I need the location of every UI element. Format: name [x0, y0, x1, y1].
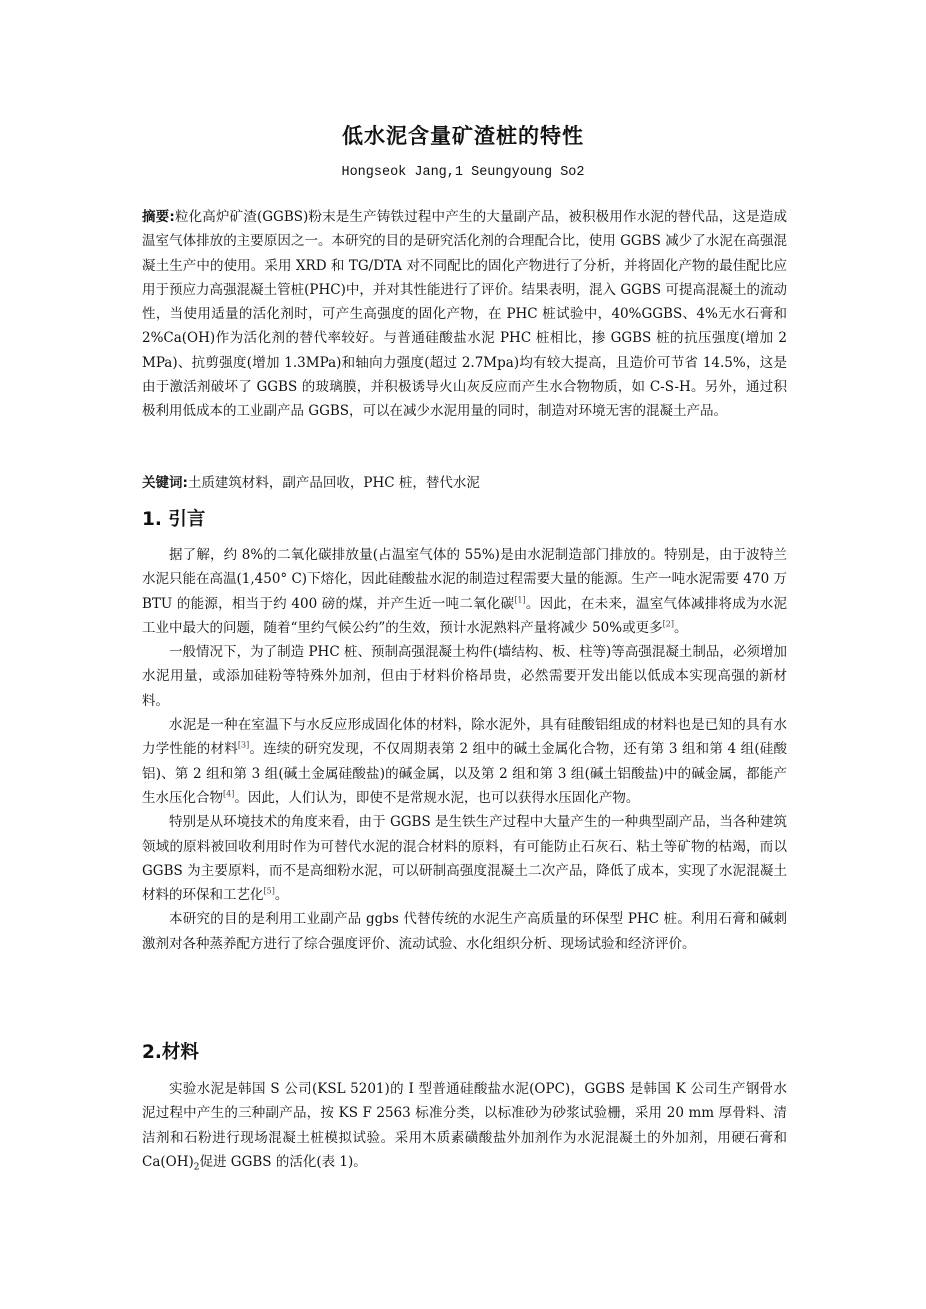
intro-p1-text-c: 。: [673, 619, 688, 636]
citation-ref-3: [3]: [237, 740, 250, 750]
abstract-label: 摘要:: [142, 209, 175, 225]
abstract-text: 粒化高炉矿渣(GGBS)粉末是生产铸铁过程中产生的大量副产品，被积极用作水泥的替代品，这是造成温室气体排放的主要原因之一。本研究的目的是研究活化剂的合理配合比，使用 GGBS 减少了水泥在高强混凝土生产中的使用。采用 XRD 和 TG/DTA 对不同配比的固化产物进行了分析，并将固化产物的最佳配比应用于预应力高强混凝土管桩(PHC)中，并对其性能进行了评价。结果表明，混入 GGBS 可提高混凝土的流动性，当使用适量的活化剂时，可产生高强度的固化产物，在 PHC 桩试验中，40%GGBS、4%无水石膏和 2%Ca(OH)作为活化剂的替代率较好。与普通硅酸盐水泥 PHC 桩相比，掺 GGBS 桩的抗压强度(增加 2 MPa)、抗剪强度(增加 1.3MPa)和轴向力强度(超过 2.7Mpa)均有较大提高，且造价可节省 14.5%，这是由于激活剂破坏了 GGBS 的玻璃膜，并积极诱导火山灰反应而产生水合物物质，如 C-S-H。另外，通过积极利用低成本的工业副产品 GGBS，可以在减少水泥用量的同时，制造对环境无害的混凝土产品。: [142, 209, 787, 420]
intro-paragraph-2: 一般情况下，为了制造 PHC 桩、预制高强混凝土构件(墙结构、板、柱等)等高强混凝土制品，必须增加水泥用量，或添加硅粉等特殊外加剂，但由于材料价格昂贵，必然需要开发出能以低成本实现高强的新材料。: [142, 644, 787, 709]
intro-paragraph-1: [142, 543, 787, 640]
intro-paragraph-3: [142, 713, 787, 810]
abstract: [142, 205, 787, 424]
intro-p4-text-a: 特别是从环境技术的角度来看，由于 GGBS 是生铁生产过程中大量产生的一种典型副产品，当各种建筑领域的原料被回收利用时作为可替代水泥的混合材料的原料，有可能防止石灰石、粘土等矿物的枯竭，而以 GGBS 为主要原料，而不是高细粉水泥，可以研制高强度混凝土二次产品，降低了成本，实现了水泥混凝土材料的环保和工艺化: [142, 814, 787, 904]
materials-p1-text-b: 促进 GGBS 的活化(表 1)。: [199, 1153, 367, 1170]
intro-p3-text-a: 水泥是一种在室温下与水反应形成固化体的材料，除水泥外，具有硅酸铝组成的材料也是已知的具有水力学性能的材料: [142, 717, 787, 758]
citation-ref-5: [5]: [263, 886, 275, 896]
citation-ref-1: [1]: [514, 595, 526, 605]
section-heading-materials: 2.材料: [142, 1042, 199, 1063]
keywords-text: 土质建筑材料，副产品回收，PHC 桩，替代水泥: [187, 475, 480, 491]
keywords-label: 关键词:: [142, 475, 188, 491]
materials-p1-text-a: 实验水泥是韩国 S 公司(KSL 5201)的 I 型普通硅酸盐水泥(OPC)，GGBS 是韩国 K 公司生产钢骨水泥过程中产生的三种副产品，按 KS F 2563 标准分类，以标准砂为砂浆试验栅，采用 20 mm 厚骨料、清洁剂和石粉进行现场混凝土桩模拟试验。采用木质素磺酸盐外加剂作为水泥混凝土的外加剂，用硬石膏和 Ca(OH): [142, 1081, 787, 1170]
intro-paragraph-4: [142, 810, 787, 907]
intro-paragraph-5: 本研究的目的是利用工业副产品 ggbs 代替传统的水泥生产高质量的环保型 PHC 桩。利用石膏和碱刺激剂对各种蒸养配方进行了综合强度评价、流动试验、水化组织分析、现场试验和经济评价。: [142, 911, 788, 952]
materials-section: [142, 1077, 787, 1174]
citation-ref-4: [4]: [223, 789, 235, 799]
intro-p1-text-a: 据了解，约 8%的二氧化碳排放量(占温室气体的 55%)是由水泥制造部门排放的。特别是，由于波特兰水泥只能在高温(1,450° C)下熔化，因此硅酸盐水泥的制造过程需要大量的能源。生产一吨水泥需要 470 万 BTU 的能源，相当于约 400 磅的煤，并产生近一吨二氧化碳: [142, 547, 787, 612]
intro-p3-text-b: 。连续的研究发现，不仅周期表第 2 组中的碱土金属化合物，还有第 3 组和第 4 组(硅酸铝)、第 2 组和第 3 组(碱土金属硅酸盐)的碱金属，以及第 2 组和第 3 组(碱土铝酸盐)中的碱金属，都能产生水压化合物: [142, 741, 788, 806]
citation-ref-2: [2]: [662, 619, 674, 629]
paper-title: 低水泥含量矿渣桩的特性: [342, 124, 584, 148]
section-heading-introduction: 1. 引言: [142, 509, 206, 530]
subscript-2: 2: [193, 1162, 200, 1173]
introduction-section: [142, 543, 787, 956]
materials-paragraph-1: [142, 1077, 787, 1174]
intro-p3-text-c: 。因此，人们认为，即使不是常规水泥，也可以获得水压固化产物。: [234, 789, 640, 806]
keywords: [142, 471, 787, 495]
intro-p4-text-b: 。: [274, 887, 289, 904]
intro-p1-text-b: 。因此，在未来，温室气体减排将成为水泥工业中最大的问题，随着“里约气候公约”的生效，预计水泥熟料产量将减少 50%或更多: [142, 595, 787, 636]
author-list: Hongseok Jang,1 Seungyoung So2: [341, 165, 585, 180]
